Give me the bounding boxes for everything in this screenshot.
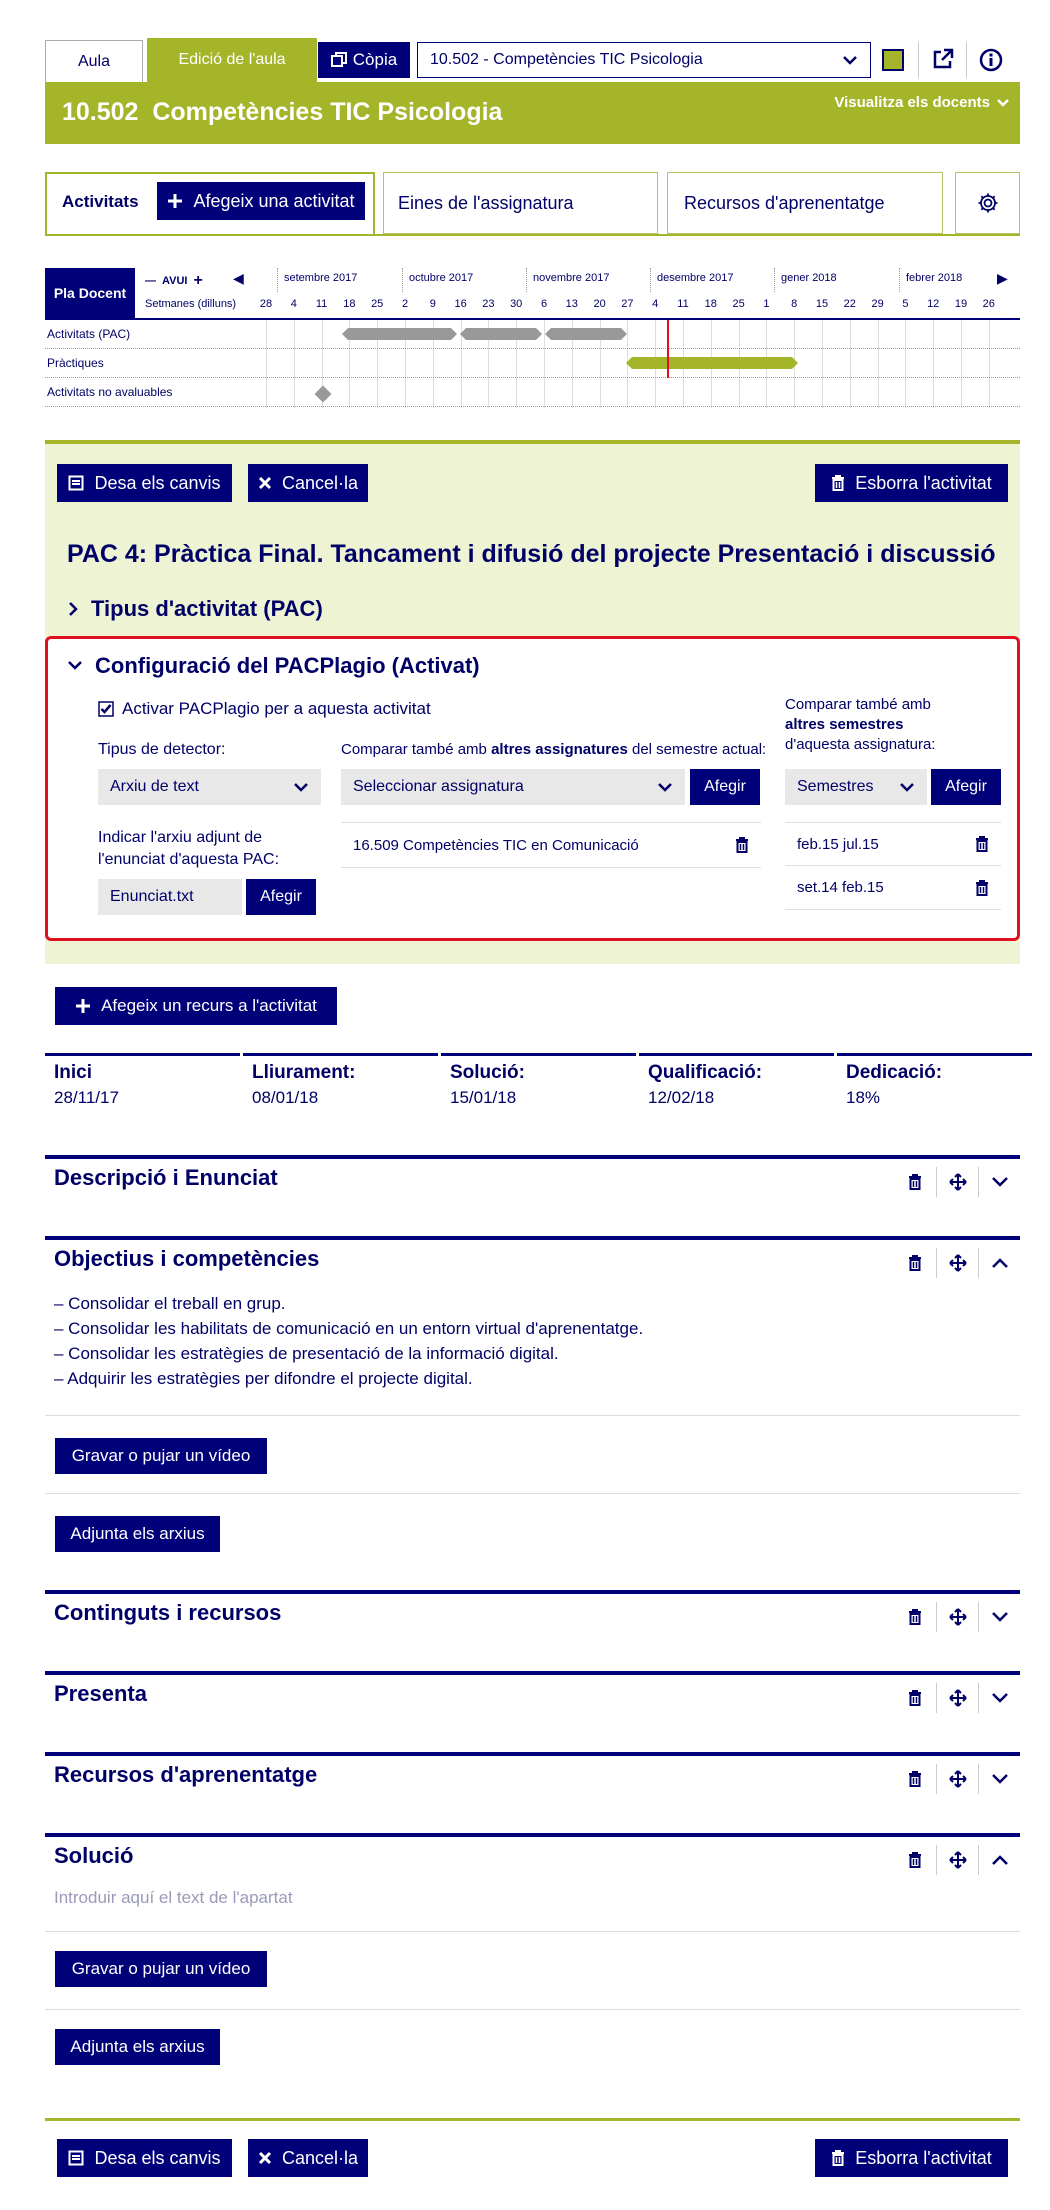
detector-select[interactable]: Arxiu de text [98,769,321,805]
week-label: 23 [482,298,495,310]
move-icon[interactable] [936,1167,978,1197]
week-label: 9 [429,298,436,310]
semesters-select[interactable]: Semestres [785,769,927,805]
section-title: Objectius i competències [54,1246,320,1271]
week-label: 25 [732,298,745,310]
trash-icon[interactable] [735,837,749,853]
section-title: Solució [54,1843,134,1868]
tab-activitats[interactable]: Activitats Afegeix una activitat [45,172,375,236]
week-label: 22 [843,298,856,310]
list-item: – Adquirir les estratègies per difondre el projecte digital. [54,1369,473,1388]
move-icon[interactable] [936,1683,978,1713]
solucio-text-input[interactable]: Introduir aquí el text de l'apartat [54,1888,293,1907]
next-icon[interactable]: ▶ [997,270,1008,286]
chevron-down-icon [996,98,1010,108]
date-item [837,1053,1032,1123]
chevron-up-icon[interactable] [978,1845,1020,1875]
section-title: Recursos d'aprenentatge [54,1762,318,1787]
week-label: 11 [315,298,328,310]
settings-button[interactable] [955,172,1020,234]
week-label: 29 [871,298,884,310]
section-objectius [45,1236,1020,1586]
save-icon [68,2150,84,2166]
month-label: setembre 2017 [277,268,402,292]
tab-eines[interactable]: Eines de l'assignatura [383,172,658,234]
section-tools [894,1837,1020,1883]
date-value: 15/01/18 [450,1088,517,1107]
gantt-chart [45,268,1020,408]
save-button[interactable]: Desa els canvis [57,2139,232,2177]
trash-icon[interactable] [975,880,989,896]
semester-item: feb.15 jul.15 [785,822,1001,866]
config-toggle[interactable]: Configuració del PACPlagio (Activat) [67,653,480,679]
week-label: 28 [259,298,273,310]
pac-bar[interactable] [460,328,542,340]
section-presenta [45,1671,1020,1751]
week-label: 15 [815,298,829,310]
chevron-up-icon[interactable] [978,1248,1020,1278]
chevron-down-icon [657,781,673,793]
prev-icon[interactable]: ◀ [233,270,244,286]
list-item: – Consolidar les habilitats de comunicació en un entorn virtual d'aprenentatge. [54,1319,644,1338]
delete-activity-button[interactable]: Esborra l'activitat [815,464,1008,502]
month-label: octubre 2017 [402,268,526,292]
detector-label: Tipus de detector: [98,741,226,758]
chevron-right-icon [67,601,79,617]
record-video-button[interactable]: Gravar o pujar un vídeo [55,1951,267,1987]
chevron-down-icon [67,660,83,672]
section-tools [894,1159,1020,1205]
plus-icon [167,193,183,209]
tab-edicio[interactable]: Edició de l'aula [147,38,317,82]
week-label: 19 [954,298,968,310]
chevron-down-icon [293,781,309,793]
week-label: 16 [454,298,467,310]
section-title: Continguts i recursos [54,1600,282,1625]
date-item [243,1053,438,1123]
section-tools [894,1594,1020,1640]
compare-subjects-label: Comparar també amb altres assignatures del semestre actual: [341,741,767,758]
chevron-down-icon [842,54,858,66]
gantt-row-label: Pràctiques [45,349,1020,378]
section-continguts [45,1590,1020,1670]
month-label: febrer 2018 [899,268,1017,292]
gantt-row-label: Activitats (PAC) [45,320,1020,349]
chevron-down-icon[interactable] [978,1683,1020,1713]
date-label: Inici [54,1062,93,1083]
section-title: Presenta [54,1681,147,1706]
attach-files-button[interactable]: Adjunta els arxius [55,2029,220,2065]
record-video-button[interactable]: Gravar o pujar un vídeo [55,1438,267,1474]
week-label: 12 [927,298,940,310]
pla-docent-label: Pla Docent [45,268,135,318]
course-title: 10.502 Competències TIC Psicologia [62,98,503,126]
course-banner [45,82,1020,144]
tipus-toggle[interactable]: Tipus d'activitat (PAC) [67,596,323,622]
section-tools [894,1675,1020,1721]
save-button[interactable]: Desa els canvis [57,464,232,502]
classroom-select[interactable]: 10.502 - Competències TIC Psicologia [417,42,871,78]
section-descripcio [45,1155,1020,1235]
trash-icon[interactable] [894,1845,936,1875]
show-teachers-toggle[interactable]: Visualitza els docents [834,94,1010,111]
afegir-semester-button[interactable]: Afegir [931,769,1001,805]
week-label: 8 [791,298,798,310]
compare-semesters-label: Comparar també amb altres semestres d'aquesta assignatura: [785,696,936,753]
today-line [667,320,669,378]
pacplagio-config [45,636,1020,941]
gantt-row-label: Activitats no avaluables [45,378,1020,407]
week-label: 25 [371,298,384,310]
chevron-down-icon[interactable] [978,1764,1020,1794]
plus-icon [75,998,91,1014]
tab-aula[interactable]: Aula [45,40,143,82]
date-value: 08/01/18 [252,1088,319,1107]
trash-icon[interactable] [894,1764,936,1794]
semester-item: set.14 feb.15 [785,866,1001,910]
week-label: 30 [510,298,523,310]
month-label: desembre 2017 [650,268,774,292]
dates-row [45,1053,1020,1123]
gear-icon [977,192,999,214]
week-label: 13 [565,298,578,310]
week-label: 2 [401,298,409,310]
activate-checkbox[interactable]: Activar PACPlagio per a aquesta activitat [98,699,431,719]
week-label: 4 [290,298,297,310]
chevron-down-icon[interactable] [978,1602,1020,1632]
week-label: 27 [621,298,634,310]
cancel-button[interactable]: Cancel·la [248,464,368,502]
week-label: 18 [704,298,717,310]
section-tools [894,1756,1020,1802]
trash-icon[interactable] [894,1602,936,1632]
practica-bar[interactable] [626,357,798,369]
date-item [639,1053,834,1123]
plus-icon[interactable]: + [193,272,203,289]
date-value: 28/11/17 [54,1088,119,1107]
list-item: – Consolidar les estratègies de presentació de la informació digital. [54,1344,559,1363]
date-label: Solució: [450,1062,525,1083]
date-item [45,1053,240,1123]
attach-files-button[interactable]: Adjunta els arxius [55,1516,220,1552]
subject-item: 16.509 Competències TIC en Comunicació [341,822,761,868]
week-label: 6 [540,298,548,310]
trash-icon[interactable] [975,836,989,852]
date-label: Lliurament: [252,1062,356,1083]
afegir-subject-button[interactable]: Afegir [690,769,760,805]
activity-title: PAC 4: Pràctica Final. Tancament i difusió del projecte Presentació i discussió [67,540,996,568]
pac-bar[interactable] [545,328,627,340]
tab-recursos[interactable]: Recursos d'aprenentatge [667,172,943,234]
date-label: Qualificació: [648,1062,763,1083]
cancel-button[interactable]: Cancel·la [248,2139,368,2177]
section-title: Descripció i Enunciat [54,1165,278,1190]
section-solucio [45,1833,1020,2088]
move-icon[interactable] [936,1845,978,1875]
pac-bar[interactable] [342,328,457,340]
file-field[interactable]: Enunciat.txt [98,879,242,915]
date-value: 12/02/18 [648,1088,715,1107]
subject-select[interactable]: Seleccionar assignatura [341,769,685,805]
today-controls: — AVUI + [145,272,203,289]
close-icon [258,2151,272,2165]
external-link-icon[interactable] [932,48,954,70]
month-label: gener 2018 [774,268,899,292]
info-icon[interactable] [979,48,1003,72]
add-resource-button[interactable]: Afegeix un recurs a l'activitat [55,987,337,1025]
section-tools [894,1240,1020,1286]
chevron-down-icon [899,781,915,793]
color-swatch[interactable] [882,49,904,71]
date-item [441,1053,636,1123]
week-label: 1 [763,298,770,310]
move-icon[interactable] [936,1248,978,1278]
afegir-file-button[interactable]: Afegir [246,879,316,915]
week-label: 11 [677,298,689,310]
week-label: 18 [343,298,356,310]
date-label: Dedicació: [846,1062,943,1083]
move-icon[interactable] [936,1764,978,1794]
trash-icon [831,475,845,491]
trash-icon[interactable] [894,1248,936,1278]
date-value: 18% [846,1088,881,1107]
checkbox-checked-icon [98,701,114,717]
chevron-down-icon[interactable] [978,1167,1020,1197]
weeks-label: Setmanes (dilluns) [145,298,237,310]
month-label: novembre 2017 [526,268,650,292]
delete-activity-button[interactable]: Esborra l'activitat [815,2139,1008,2177]
copy-icon [331,52,347,68]
save-icon [68,475,84,491]
week-label: 20 [593,298,606,310]
close-icon [258,476,272,490]
trash-icon[interactable] [894,1683,936,1713]
trash-icon[interactable] [894,1167,936,1197]
trash-icon [831,2150,845,2166]
objectives-list[interactable] [54,1291,643,1391]
section-recursos [45,1752,1020,1832]
copy-button[interactable]: Còpia [318,42,410,78]
minus-icon[interactable]: — [145,275,156,287]
week-label: 4 [652,298,659,310]
week-label: 5 [902,298,909,310]
indicate-label: Indicar l'arxiu adjunt de l'enunciat d'aquesta PAC: [98,829,280,868]
move-icon[interactable] [936,1602,978,1632]
week-label: 26 [982,298,995,310]
add-activity-button[interactable]: Afegeix una activitat [157,182,365,220]
list-item: – Consolidar el treball en grup. [54,1294,286,1313]
